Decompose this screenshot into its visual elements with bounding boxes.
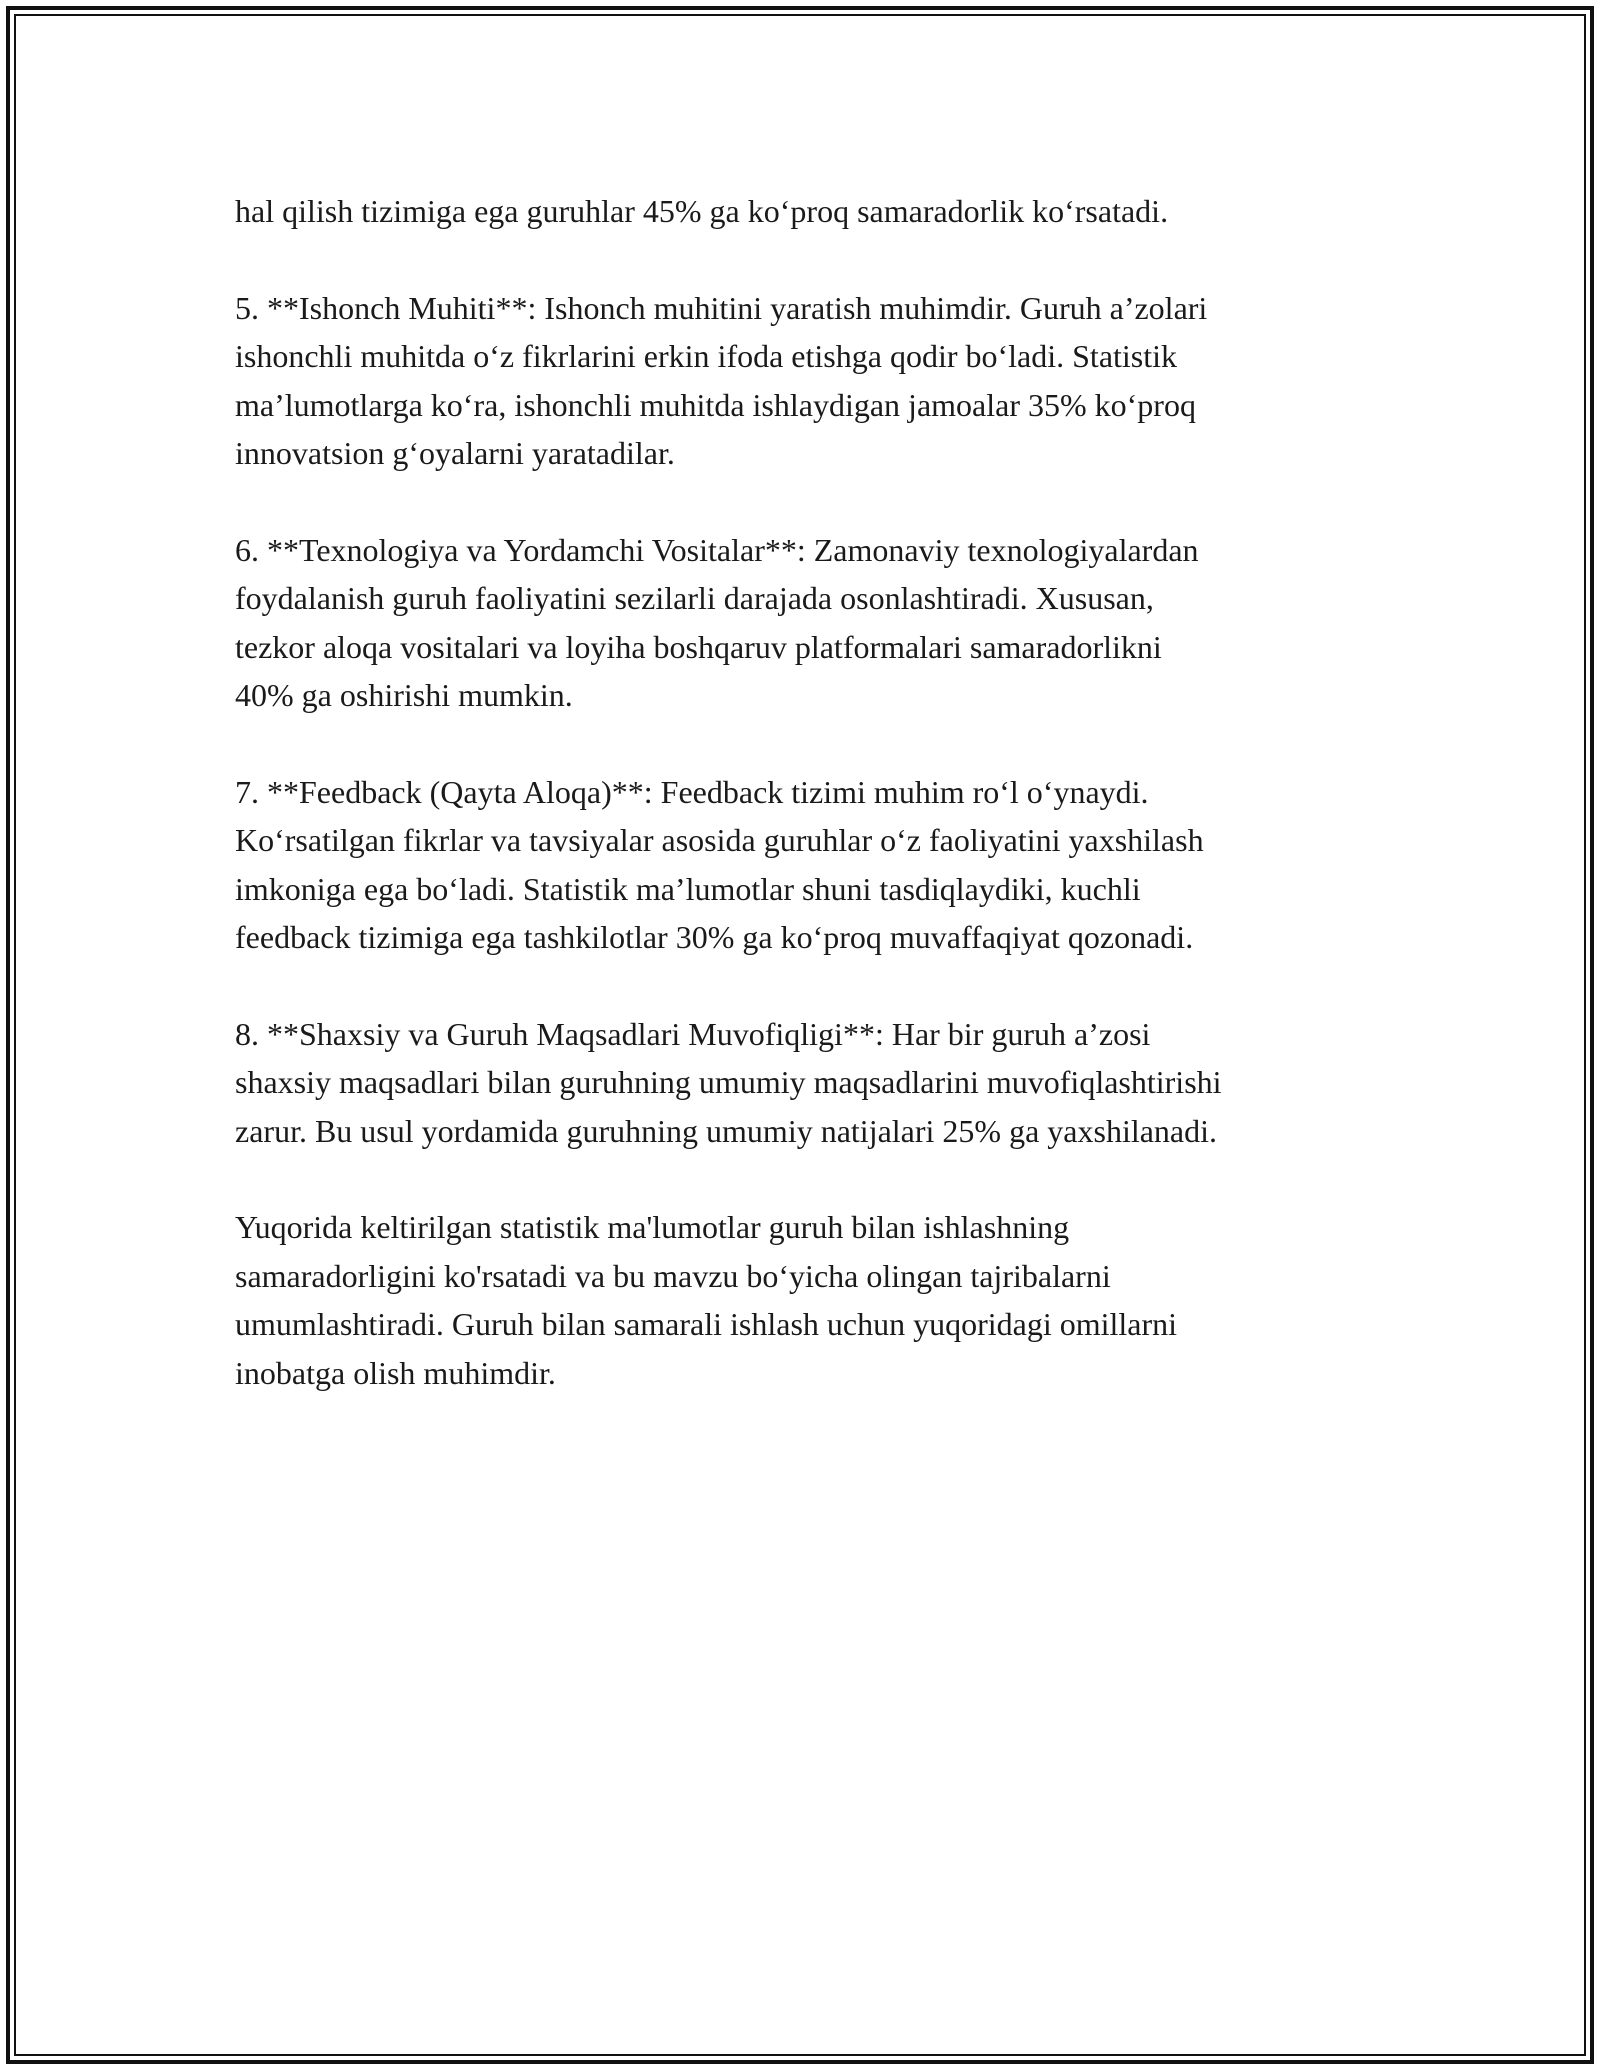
paragraph-trust-environment: 5. **Ishonch Muhiti**: Ishonch muhitini yaratish muhimdir. Guruh a’zolari ishonchli muhitda o‘z fikrlarini erkin ifoda etishga qodir bo‘ladi. Statistik ma’lumotlarga ko‘ra, ishonchli muhitda ishlaydigan jamoalar 35% ko‘proq innovatsion g‘oyalarni yaratadilar. [235, 289, 1208, 471]
paragraph-goal-alignment: 8. **Shaxsiy va Guruh Maqsadlari Muvofiqligi**: Har bir guruh a’zosi shaxsiy maqsadlari bilan guruhning umumiy maqsadlarini muvofiqlashtirishi zarur. Bu usul yordamida guruhning umumiy natijalari 25% ga yaxshilanadi. [235, 1015, 1222, 1149]
paragraph-continuation: hal qilish tizimiga ega guruhlar 45% ga ko‘proq samaradorlik ko‘rsatadi. [235, 193, 1169, 229]
paragraph-technology-tools: 6. **Texnologiya va Yordamchi Vositalar**: Zamonaviy texnologiyalardan foydalanish guruh faoliyatini sezilarli darajada osonlashtiradi. Xususan, tezkor aloqa vositalari va loyiha boshqaruv platformalari samaradorlikni 40% ga oshirishi mumkin. [235, 531, 1199, 713]
paragraph-feedback: 7. **Feedback (Qayta Aloqa)**: Feedback tizimi muhim ro‘l o‘ynaydi. Ko‘rsatilgan fikrlar va tavsiyalar asosida guruhlar o‘z faoliyatini yaxshilash imkoniga ega bo‘ladi. Statistik ma’lumotlar shuni tasdiqlaydiki, kuchli feedback tizimiga ega tashkilotlar 30% ga ko‘proq muvaffaqiyat qozonadi. [235, 773, 1204, 955]
paragraph-conclusion: Yuqorida keltirilgan statistik ma'lumotlar guruh bilan ishlashning samaradorligini ko'rsatadi va bu mavzu bo‘yicha olingan tajribalarni umumlashtiradi. Guruh bilan samarali ishlash uchun yuqoridagi omillarni inobatga olish muhimdir. [235, 1209, 1178, 1391]
document-body [235, 187, 1385, 1445]
